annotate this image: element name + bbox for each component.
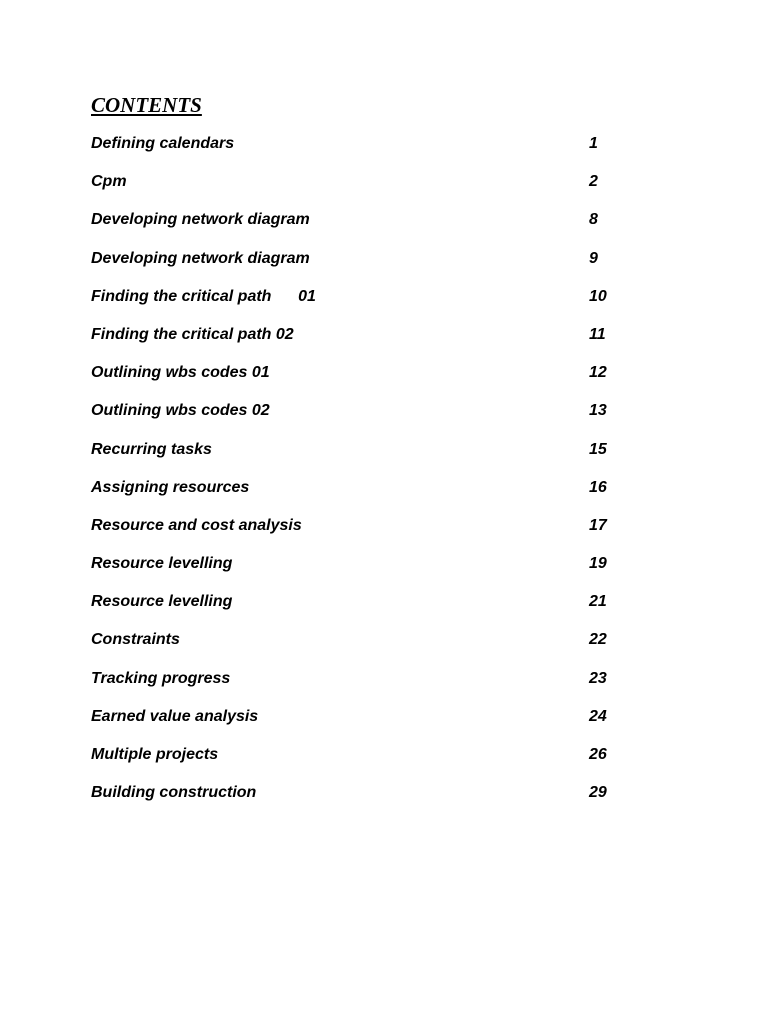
toc-entry bbox=[91, 514, 651, 552]
toc-entry-label: Developing network diagram bbox=[91, 211, 310, 229]
contents-title: CONTENTS bbox=[91, 93, 202, 117]
toc-entry-label: Earned value analysis bbox=[91, 707, 259, 725]
toc-entry-label: Cpm bbox=[91, 173, 127, 191]
toc-entry-page: 21 bbox=[589, 593, 607, 611]
toc-entry bbox=[91, 476, 651, 514]
toc-entry-label: Finding the critical path 02 bbox=[91, 325, 294, 343]
toc-entry bbox=[91, 552, 651, 590]
toc-entry bbox=[91, 705, 651, 743]
toc-entry-page: 29 bbox=[589, 784, 607, 802]
toc-entry-page: 15 bbox=[589, 440, 607, 458]
toc-entry-label: Tracking progress bbox=[91, 669, 231, 687]
toc-entry-label: Outlining wbs codes 02 bbox=[91, 402, 270, 420]
toc-entry bbox=[91, 247, 651, 285]
toc-entry-page: 26 bbox=[589, 746, 607, 763]
toc-entry-page: 8 bbox=[589, 211, 598, 229]
toc-entry bbox=[91, 208, 651, 246]
toc-entry-label: Assigning resources bbox=[91, 478, 250, 496]
toc-entry bbox=[91, 399, 651, 437]
toc-entry-page: 22 bbox=[589, 631, 607, 649]
toc-entry-page: 24 bbox=[589, 707, 607, 725]
toc-entry bbox=[91, 285, 651, 323]
toc-entry-label: Outlining wbs codes 01 bbox=[91, 364, 270, 382]
toc-entry bbox=[91, 170, 651, 208]
toc-entry-page: 16 bbox=[589, 478, 607, 496]
table-of-contents bbox=[91, 132, 651, 819]
toc-entry bbox=[91, 781, 651, 819]
toc-entry-page: 1 bbox=[589, 135, 598, 152]
toc-entry-page: 23 bbox=[589, 669, 607, 687]
toc-entry-page: 13 bbox=[589, 402, 607, 420]
toc-entry bbox=[91, 590, 651, 628]
toc-entry bbox=[91, 628, 651, 666]
toc-entry-page: 19 bbox=[589, 555, 607, 573]
toc-entry-label: Resource levelling bbox=[91, 593, 233, 611]
toc-entry-page: 2 bbox=[589, 173, 598, 191]
toc-entry-page: 17 bbox=[589, 516, 607, 534]
toc-entry bbox=[91, 438, 651, 476]
toc-entry-label: Constraints bbox=[91, 631, 180, 649]
toc-entry bbox=[91, 132, 651, 170]
toc-entry-label: Finding the critical path 01 bbox=[91, 287, 316, 305]
toc-entry-label: Resource and cost analysis bbox=[91, 516, 302, 534]
toc-entry-label: Multiple projects bbox=[91, 746, 219, 763]
toc-entry bbox=[91, 361, 651, 399]
toc-entry bbox=[91, 667, 651, 705]
toc-entry-page: 11 bbox=[589, 325, 606, 343]
toc-entry-label: Resource levelling bbox=[91, 555, 233, 573]
toc-entry-label: Developing network diagram bbox=[91, 249, 310, 267]
toc-entry-label: Defining calendars bbox=[91, 135, 235, 152]
toc-entry-label: Recurring tasks bbox=[91, 440, 212, 458]
toc-entry-label: Building construction bbox=[91, 784, 257, 802]
toc-entry-page: 10 bbox=[589, 287, 607, 305]
toc-entry-page: 9 bbox=[589, 249, 598, 267]
toc-entry bbox=[91, 323, 651, 361]
toc-entry bbox=[91, 743, 651, 781]
toc-entry-page: 12 bbox=[589, 364, 607, 382]
